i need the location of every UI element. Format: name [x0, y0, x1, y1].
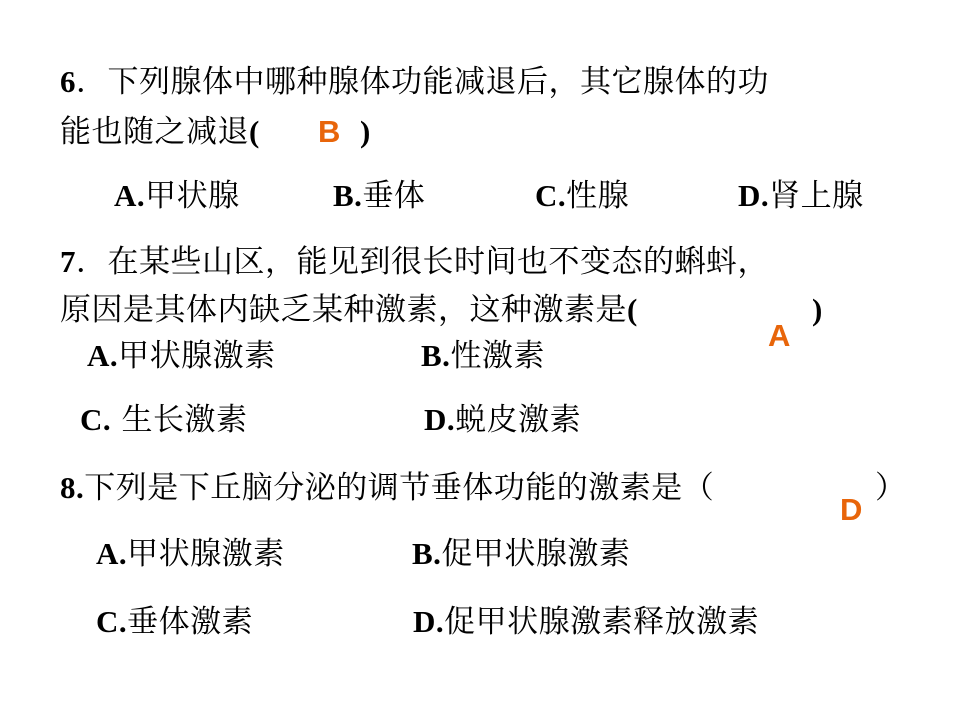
q8-option-b: [412, 534, 630, 574]
q8-stem-line1: 下列是下丘脑分泌的调节垂体功能的激素是（: [84, 470, 715, 506]
q6-answer: B: [318, 114, 341, 149]
q7-option-a-letter: A.: [87, 338, 119, 373]
q8-option-a-letter: A.: [96, 536, 128, 571]
q8-paren-close: ）: [875, 470, 907, 506]
q7-stem-line1: ．在某些山区，能见到很长时间也不变态的蝌蚪，: [76, 244, 769, 280]
q8-option-c: [96, 602, 253, 642]
q7-number: 7: [60, 244, 76, 279]
q8-option-b-letter: B.: [412, 536, 442, 571]
q8-option-a: [96, 534, 285, 574]
q6-paren-close-wrap: [360, 112, 371, 152]
q7-option-b: [421, 336, 545, 376]
q6-option-c: [535, 176, 629, 216]
q6-stem-line2: 能也随之减退: [60, 114, 249, 150]
q6-option-d-text: 肾上腺: [769, 178, 864, 214]
q7-line1: [60, 242, 769, 282]
q6-option-b: [333, 176, 425, 216]
q6-line1: [60, 62, 769, 102]
q7-option-d: [424, 400, 581, 440]
q6-option-c-letter: C.: [535, 178, 567, 213]
q8-number: 8.: [60, 470, 85, 505]
q6-option-d-letter: D.: [738, 178, 770, 213]
q6-option-b-letter: B.: [333, 178, 363, 213]
q7-line2: [60, 290, 638, 330]
q7-option-d-letter: D.: [424, 402, 456, 437]
q6-option-a-letter: A.: [114, 178, 146, 213]
q8-paren-close-wrap: [875, 468, 907, 508]
q8-option-b-text: 促甲状腺激素: [441, 536, 631, 572]
q6-stem-line1: ．下列腺体中哪种腺体功能减退后，其它腺体的功: [76, 64, 769, 100]
q7-option-a: [87, 336, 276, 376]
q7-paren-close-wrap: [812, 290, 823, 330]
q6-number: 6: [60, 64, 76, 99]
q7-option-c-text: 生长激素: [111, 402, 248, 438]
q8-option-c-letter: C.: [96, 604, 128, 639]
q7-paren-close: ): [812, 292, 823, 327]
q6-line2: [60, 112, 260, 152]
q6-option-b-text: 垂体: [362, 178, 426, 214]
q7-option-c: [80, 400, 248, 440]
q8-option-a-text: 甲状腺激素: [127, 536, 285, 572]
q8-line1: [60, 468, 714, 508]
q8-option-c-text: 垂体激素: [127, 604, 254, 640]
q8-option-d: [413, 602, 759, 642]
q7-option-c-letter: C.: [80, 402, 112, 437]
q6-option-a: [114, 176, 240, 216]
q6-option-d: [738, 176, 864, 216]
q7-option-d-text: 蜕皮激素: [455, 402, 582, 438]
q7-option-b-letter: B.: [421, 338, 451, 373]
q6-paren-open: (: [249, 114, 260, 149]
q6-option-c-text: 性腺: [566, 178, 630, 214]
q7-paren-open: (: [627, 292, 638, 327]
q8-option-d-text: 促甲状腺激素释放激素: [444, 604, 760, 640]
q8-option-d-letter: D.: [413, 604, 445, 639]
q7-stem-line2: 原因是其体内缺乏某种激素，这种激素是: [60, 292, 627, 328]
q7-option-a-text: 甲状腺激素: [118, 338, 276, 374]
q8-answer: D: [840, 492, 863, 527]
q6-paren-close: ): [360, 114, 371, 149]
q7-answer: A: [768, 318, 791, 353]
q6-option-a-text: 甲状腺: [145, 178, 240, 214]
q7-option-b-text: 性激素: [450, 338, 545, 374]
